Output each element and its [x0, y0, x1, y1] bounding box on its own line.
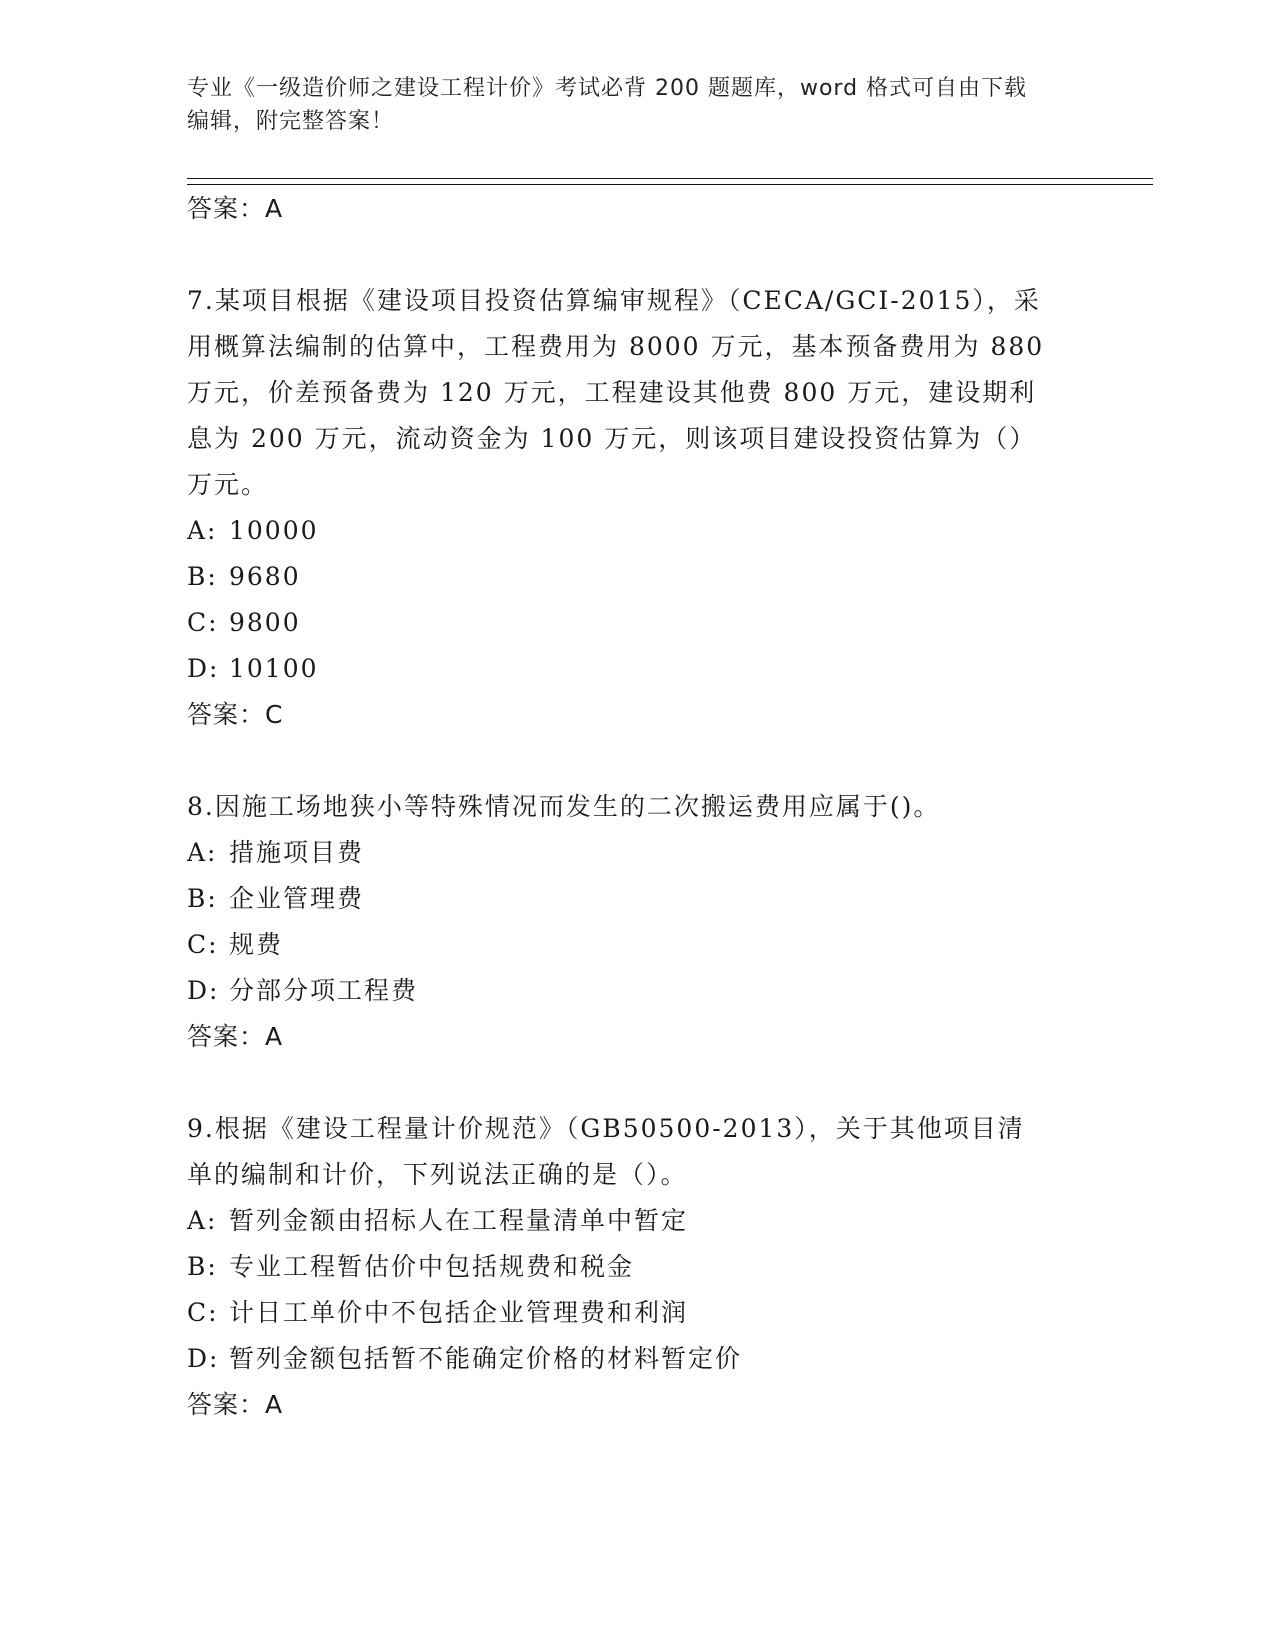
question-text-line: 单的编制和计价，下列说法正确的是（）。	[187, 1160, 688, 1189]
option-b	[187, 554, 1087, 600]
option-letter: D:	[187, 654, 220, 683]
question-7	[187, 278, 1087, 738]
option-a	[187, 508, 1087, 554]
option-c	[187, 600, 1087, 646]
option-text: 暂列金额由招标人在工程量清单中暂定	[229, 1206, 689, 1235]
option-d	[187, 968, 1087, 1014]
question-text-line: 用概算法编制的估算中，工程费用为 8000 万元，基本预备费用为 880	[187, 332, 1045, 361]
option-letter: B:	[187, 562, 218, 591]
option-letter: D:	[187, 1344, 220, 1373]
answer-line: 答案：A	[187, 194, 284, 223]
option-letter: A:	[187, 838, 218, 867]
option-letter: C:	[187, 608, 219, 637]
option-b	[187, 876, 1087, 922]
header-line-1: 专业《一级造价师之建设工程计价》考试必背 200 题题库，word 格式可自由下载	[187, 76, 1028, 101]
question-9	[187, 1106, 1087, 1428]
option-letter: D:	[187, 976, 220, 1005]
option-text: 措施项目费	[229, 838, 365, 867]
question-text-line: 9.根据《建设工程量计价规范》（GB50500-2013），关于其他项目清	[187, 1114, 1025, 1143]
option-letter: B:	[187, 884, 218, 913]
page-header	[187, 72, 1087, 138]
option-letter: A:	[187, 1206, 218, 1235]
option-text: 企业管理费	[229, 884, 365, 913]
option-text: 规费	[229, 930, 284, 959]
option-c	[187, 922, 1087, 968]
option-letter: B:	[187, 1252, 218, 1281]
option-c	[187, 1290, 1087, 1336]
option-text: 计日工单价中不包括企业管理费和利润	[229, 1298, 689, 1327]
header-line-2: 编辑，附完整答案！	[187, 109, 395, 134]
answer-line: 答案：C	[187, 700, 284, 729]
option-b	[187, 1244, 1087, 1290]
option-text: 分部分项工程费	[229, 976, 419, 1005]
option-letter: C:	[187, 930, 219, 959]
header-divider	[187, 178, 1153, 185]
answer-line: 答案：A	[187, 1390, 284, 1419]
option-d	[187, 1336, 1087, 1382]
option-text: 10000	[229, 516, 319, 545]
option-text: 10100	[229, 654, 319, 683]
question-text-line: 7.某项目根据《建设项目投资估算编审规程》（CECA/GCI-2015），采	[187, 286, 1041, 315]
option-text: 专业工程暂估价中包括规费和税金	[229, 1252, 635, 1281]
option-text: 暂列金额包括暂不能确定价格的材料暂定价	[229, 1344, 743, 1373]
question-text-line: 万元。	[187, 470, 269, 499]
option-text: 9680	[229, 562, 301, 591]
option-letter: A:	[187, 516, 218, 545]
question-8	[187, 784, 1087, 1060]
option-d	[187, 646, 1087, 692]
question-text-line: 8.因施工场地狭小等特殊情况而发生的二次搬运费用应属于()。	[187, 792, 941, 821]
question-text-line: 万元，价差预备费为 120 万元，工程建设其他费 800 万元，建设期利	[187, 378, 1037, 407]
document-body	[187, 186, 1087, 1428]
option-text: 9800	[229, 608, 301, 637]
option-letter: C:	[187, 1298, 219, 1327]
answer-line: 答案：A	[187, 1022, 284, 1051]
option-a	[187, 830, 1087, 876]
question-text-line: 息为 200 万元，流动资金为 100 万元，则该项目建设投资估算为（）	[187, 424, 1037, 453]
option-a	[187, 1198, 1087, 1244]
